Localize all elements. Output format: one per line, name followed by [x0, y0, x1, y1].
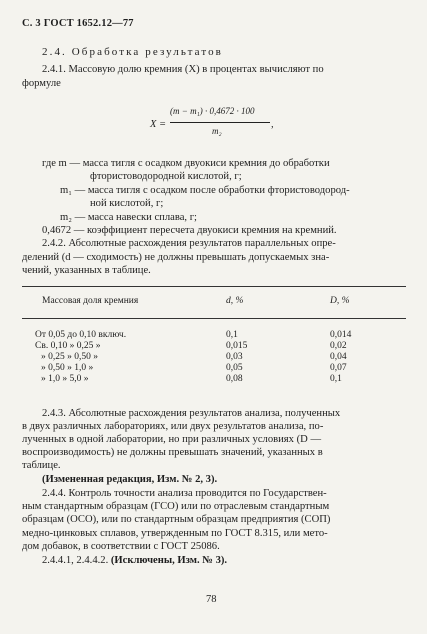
formula-tail: ,: [271, 119, 274, 130]
formula-numerator: (m − m₁) · 0,4672 · 100: [170, 106, 255, 116]
table-row-3-d: 0,03: [226, 352, 243, 362]
formula-lhs: X =: [150, 119, 167, 130]
p2441-number: 2.4.4.1, 2.4.4.2.: [42, 555, 109, 566]
where-line-6: 0,4672 — коэффициент пересчета двуокиси кремния на кремний.: [42, 225, 337, 236]
section-title: 2.4. Обработка результатов: [42, 46, 223, 58]
table-row-3-D: 0,04: [330, 352, 347, 362]
table-header-d: d, %: [226, 296, 244, 306]
p243-line-3: лученных в одной лаборатории, но при различных условиях (D —: [22, 434, 322, 445]
formula-denominator: m₂: [212, 126, 222, 136]
table-row-5-D: 0,1: [330, 374, 342, 384]
table-row-1-range: От 0,05 до 0,10 включ.: [35, 330, 127, 340]
p244-line-5: дом добавок, в соответствии с ГОСТ 25086.: [22, 541, 220, 552]
p2441-note: (Исключены, Изм. № 3).: [110, 555, 228, 566]
table-row-2-d: 0,015: [226, 341, 248, 351]
table-row-1-D: 0,014: [330, 330, 352, 340]
page-number: 78: [206, 594, 217, 605]
p244-line-1: 2.4.4. Контроль точности анализа проводится по Государствен-: [42, 488, 327, 499]
where-line-5: m₂ — масса навески сплава, г;: [60, 212, 197, 223]
table-row-1-d: 0,1: [226, 330, 238, 340]
p2441-line: [42, 554, 227, 567]
table-row-2-D: 0,02: [330, 341, 347, 351]
p242-line-2: делений (d — сходимость) не должны превышать допускаемых зна-: [22, 252, 330, 263]
table-row-5-d: 0,08: [226, 374, 243, 384]
where-line-3: m₁ — масса тигля с осадком после обработки фтористоводород-: [60, 185, 350, 196]
p241-line-2: формуле: [22, 78, 61, 89]
table-row-4-range: » 0,50 » 1,0 »: [41, 363, 94, 373]
table-row-3-range: » 0,25 » 0,50 »: [41, 352, 98, 362]
where-line-4: ной кислотой, г;: [90, 198, 164, 209]
page-header: С. 3 ГОСТ 1652.12—77: [22, 18, 134, 29]
p244-line-2: ным стандартным образцам (ГСО) или по отраслевым стандартным: [22, 501, 330, 512]
formula: [150, 106, 280, 146]
table-header-D: D, %: [330, 296, 350, 306]
table-row-2-range: Св. 0,10 » 0,25 »: [35, 341, 101, 351]
table-top-rule: [22, 286, 406, 287]
p242-line-3: чений, указанных в таблице.: [22, 265, 151, 276]
p243-line-2: в двух различных лабораториях, или двух результатов анализа, по-: [22, 421, 324, 432]
table-row-4-d: 0,05: [226, 363, 243, 373]
p243-line-4: воспроизводимость) не должны превышать значений, указанных в: [22, 447, 323, 458]
p243-line-1: 2.4.3. Абсолютные расхождения результатов анализа, полученных: [42, 408, 341, 419]
where-line-2: фтористоводородной кислотой, г;: [90, 171, 242, 182]
p244-line-3: образцам (ОСО), или по стандартным образцам предприятия (СОП): [22, 514, 331, 525]
table-row-5-range: » 1,0 » 5,0 »: [41, 374, 89, 384]
p243-line-5: таблице.: [22, 460, 61, 471]
p242-line-1: 2.4.2. Абсолютные расхождения результатов параллельных опре-: [42, 238, 336, 249]
table-header-mass: Массовая доля кремния: [42, 296, 139, 306]
table-row-4-D: 0,07: [330, 363, 347, 373]
p241-line-1: 2.4.1. Массовую долю кремния (X) в процентах вычисляют по: [42, 64, 324, 75]
fraction-bar: [170, 122, 270, 123]
table-header-rule: [22, 318, 406, 319]
where-line-1: где m — масса тигля с осадком двуокиси кремния до обработки: [42, 158, 330, 169]
p244-line-4: медно-цинковых сплавов, утвержденным по ГОСТ 8.315, или мето-: [22, 528, 328, 539]
edition-note: (Измененная редакция, Изм. № 2, 3).: [42, 474, 218, 485]
